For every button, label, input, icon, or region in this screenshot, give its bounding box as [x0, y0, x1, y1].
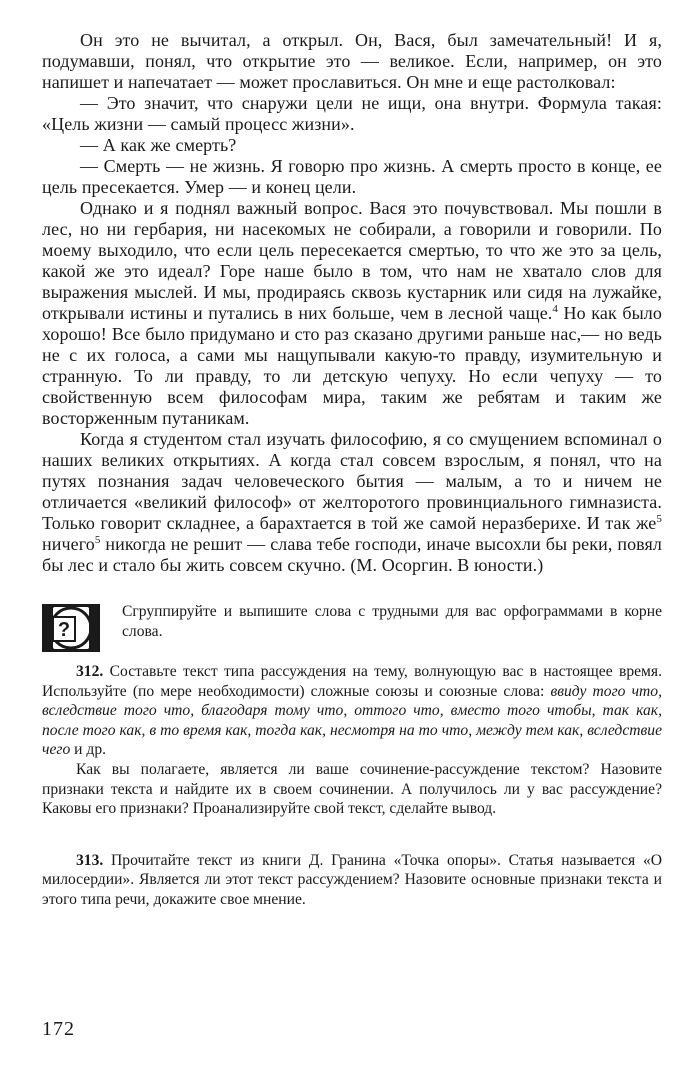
- exercise-number: 312.: [76, 663, 104, 680]
- textbook-page: [42, 30, 662, 910]
- exercise-text: Составьте текст типа рассуждения на тему, волнующую вас в настоящее время. Используйте (по мере необходимости) сложные союзы и союзные слова:: [42, 663, 662, 700]
- question-mark-glyph: ?: [57, 619, 71, 641]
- footnote-marker: 4: [552, 303, 558, 315]
- footnote-marker: 5: [94, 534, 101, 546]
- reading-paragraph: [42, 429, 662, 576]
- exercise-text: и др.: [70, 741, 107, 759]
- reading-text: ничего: [42, 534, 95, 554]
- reading-text: Но как было хорошо! Все было придумано и сто раз сказано другими раньше нас,— но ведь не с их голоса, а сами мы нащупывали какую-то правду, изумительную и странную. То ли правду, то ли детскую чепуху. Но если чепуху — то свойственную всем философам мира, таким же ребятам и таким же восторженным путаникам.: [42, 303, 662, 428]
- reading-paragraph: [42, 198, 662, 429]
- exercise-text: Прочитайте текст из книги Д. Гранина «Точка опоры». Статья называется «О милосердии». Является ли этот текст рассуждением? Назовите основные признаки текста и этого типа речи, докажите свое мнение.: [42, 851, 662, 908]
- reading-text: Однако и я поднял важный вопрос. Вася это почувствовал. Мы пошли в лес, но ни гербария, ни насекомых не собирали, а говорили и говорили. По моему выходило, что если цель пересекается смертью, то что же это за цель, какой же это идеал? Горе наше было в том, что нам не хватало слов для выражения мыслей. И мы, продираясь сквозь кустарник или сидя на лужайке, открывали истины и путались в них больше, чем в лесной чаще.: [42, 198, 662, 323]
- conjunction-list: ввиду того что, вследствие того что, благодаря тому что, оттого что, вместо того чтобы, так как, после того как, в то время как, тогда как, несмотря на то что, между тем как, вследствие чего: [42, 682, 663, 759]
- page-number: 172: [42, 1018, 75, 1040]
- reading-dialogue-line: — Смерть — не жизнь. Я говорю про жизнь. А смерть просто в конце, ее цель пресекается. Умер — и конец цели.: [42, 156, 662, 197]
- footnote-marker: 5: [656, 513, 662, 525]
- orthography-task-text: Сгруппируйте и выпишите слова с трудными для вас орфограммами в корне слова.: [122, 603, 662, 640]
- exercise-313: [42, 851, 662, 910]
- question-mark-box-icon: [42, 604, 100, 652]
- exercise-312: [42, 662, 662, 760]
- reading-dialogue-line: — А как же смерть?: [80, 135, 237, 155]
- reading-text: никогда не решит — слава тебе господи, иначе высохли бы реки, повял бы лес и стало бы жить совсем скучно. (М. Осоргин. В юности.): [42, 534, 662, 575]
- reading-text: Когда я студентом стал изучать философию, я со смущением вспоминал о наших великих открытиях. А когда стал совсем взрослым, я понял, что на путях познания задач человеческого бытия — малым, а то и ничем не отличается «великий философ» от желторотого провинциального гимназиста. Только говорит складнее, а барахтается в той же самой неразберихе. И так же: [42, 429, 662, 533]
- reading-dialogue-line: — Это значит, что снаружи цели не ищи, она внутри. Формула такая: «Цель жизни — самый процесс жизни».: [42, 93, 662, 134]
- orthography-task: [42, 602, 662, 652]
- exercise-312-followup: Как вы полагаете, является ли ваше сочинение-рассуждение текстом? Назовите признаки текста и найдите их в своем сочинении. А получилось ли у вас рассуждение? Каковы его признаки? Проанализируйте свой текст, сделайте вывод.: [42, 760, 662, 818]
- exercise-number: 313.: [76, 851, 104, 869]
- reading-paragraph: Он это не вычитал, а открыл. Он, Вася, был замечательный! И я, подумавши, понял, что открытие это — великое. Если, например, он это напишет и напечатает — может прославиться. Он мне и еще растолковал:: [42, 30, 662, 92]
